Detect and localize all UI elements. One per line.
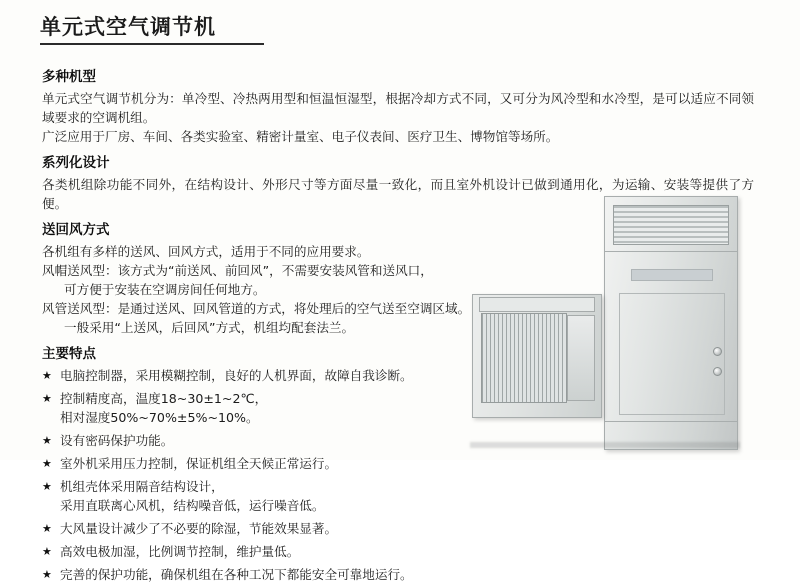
section-paragraph: 各类机组除功能不同外，在结构设计、外形尺寸等方面尽量一致化，而且室外机设计已做到通用化，为运输、安装等提供了方便。	[42, 177, 754, 211]
star-icon: ★	[42, 568, 52, 581]
section-paragraph: 风管送风型：是通过送风、回风管道的方式，将处理后的空气送至空调区域。	[42, 301, 471, 316]
list-item	[42, 389, 512, 427]
star-icon: ★	[42, 545, 52, 558]
title-underline	[40, 43, 264, 45]
star-icon: ★	[42, 392, 52, 405]
section-paragraph: 单元式空气调节机分为：单冷型、冷热两用型和恒温恒湿型，根据冷却方式不同，又可分为风冷型和水冷型，是可以适应不同领域要求的空调机组。	[42, 91, 754, 125]
list-item-text: 机组壳体采用隔音结构设计，	[60, 479, 224, 494]
indoor-air-handling-unit	[604, 196, 738, 450]
list-item-text: 室外机采用压力控制，保证机组全天候正常运行。	[60, 456, 338, 471]
access-panel	[619, 293, 725, 415]
list-item-text: 高效电极加湿，比例调节控制，维护量低。	[60, 544, 300, 559]
panel-seam	[605, 251, 737, 252]
list-item	[42, 454, 512, 473]
unit-side-panel	[567, 315, 595, 401]
product-photo	[462, 196, 792, 454]
list-item	[42, 565, 512, 584]
list-item-text: 大风量设计减少了不必要的除湿，节能效果显著。	[60, 521, 338, 536]
star-icon: ★	[42, 480, 52, 493]
list-item	[42, 519, 512, 538]
feature-list	[42, 366, 512, 584]
panel-latch-icon	[713, 367, 722, 376]
section-heading: 主要特点	[42, 346, 96, 362]
unit-top-cap	[479, 297, 595, 312]
star-icon: ★	[42, 457, 52, 470]
list-item-subtext: 采用直联离心风机，结构噪音低，运行噪音低。	[60, 498, 325, 513]
list-item-text: 控制精度高，温度18~30±1~2℃，	[60, 391, 268, 406]
title-block	[40, 14, 290, 45]
star-icon: ★	[42, 434, 52, 447]
section-heading: 系列化设计	[42, 155, 110, 171]
section-paragraph: 风帽送风型：该方式为“前送风、前回风”，不需要安装风管和送风口，	[42, 263, 433, 278]
outdoor-condenser-unit	[472, 294, 602, 418]
section-heading: 多种机型	[42, 69, 96, 85]
list-item	[42, 477, 512, 515]
section-paragraph: 可方便于安装在空调房间任何地方。	[64, 282, 266, 297]
section-paragraph: 各机组有多样的送风、回风方式，适用于不同的应用要求。	[42, 244, 370, 259]
list-item-text: 完善的保护功能，确保机组在各种工况下都能安全可靠地运行。	[60, 567, 413, 582]
star-icon: ★	[42, 369, 52, 382]
section-model-types	[42, 67, 754, 146]
panel-seam	[605, 421, 737, 422]
panel-latch-icon	[713, 347, 722, 356]
page-title: 单元式空气调节机	[40, 15, 216, 39]
list-item	[42, 542, 512, 561]
list-item-text: 设有密码保护功能。	[60, 433, 174, 448]
star-icon: ★	[42, 522, 52, 535]
air-grille	[613, 205, 729, 245]
list-item	[42, 366, 512, 385]
list-item	[42, 431, 512, 450]
list-item-subtext: 相对湿度50%~70%±5%~10%。	[60, 410, 259, 425]
section-heading: 送回风方式	[42, 222, 110, 238]
list-item-text: 电脑控制器，采用模糊控制，良好的人机界面，故障自我诊断。	[60, 368, 413, 383]
photo-shadow	[470, 442, 740, 448]
condenser-coil	[481, 313, 567, 403]
unit-badge	[631, 269, 713, 281]
section-paragraph: 一般采用“上送风，后回风”方式，机组均配套法兰。	[64, 320, 355, 335]
section-paragraph: 广泛应用于厂房、车间、各类实验室、精密计量室、电子仪表间、医疗卫生、博物馆等场所。	[42, 129, 559, 144]
